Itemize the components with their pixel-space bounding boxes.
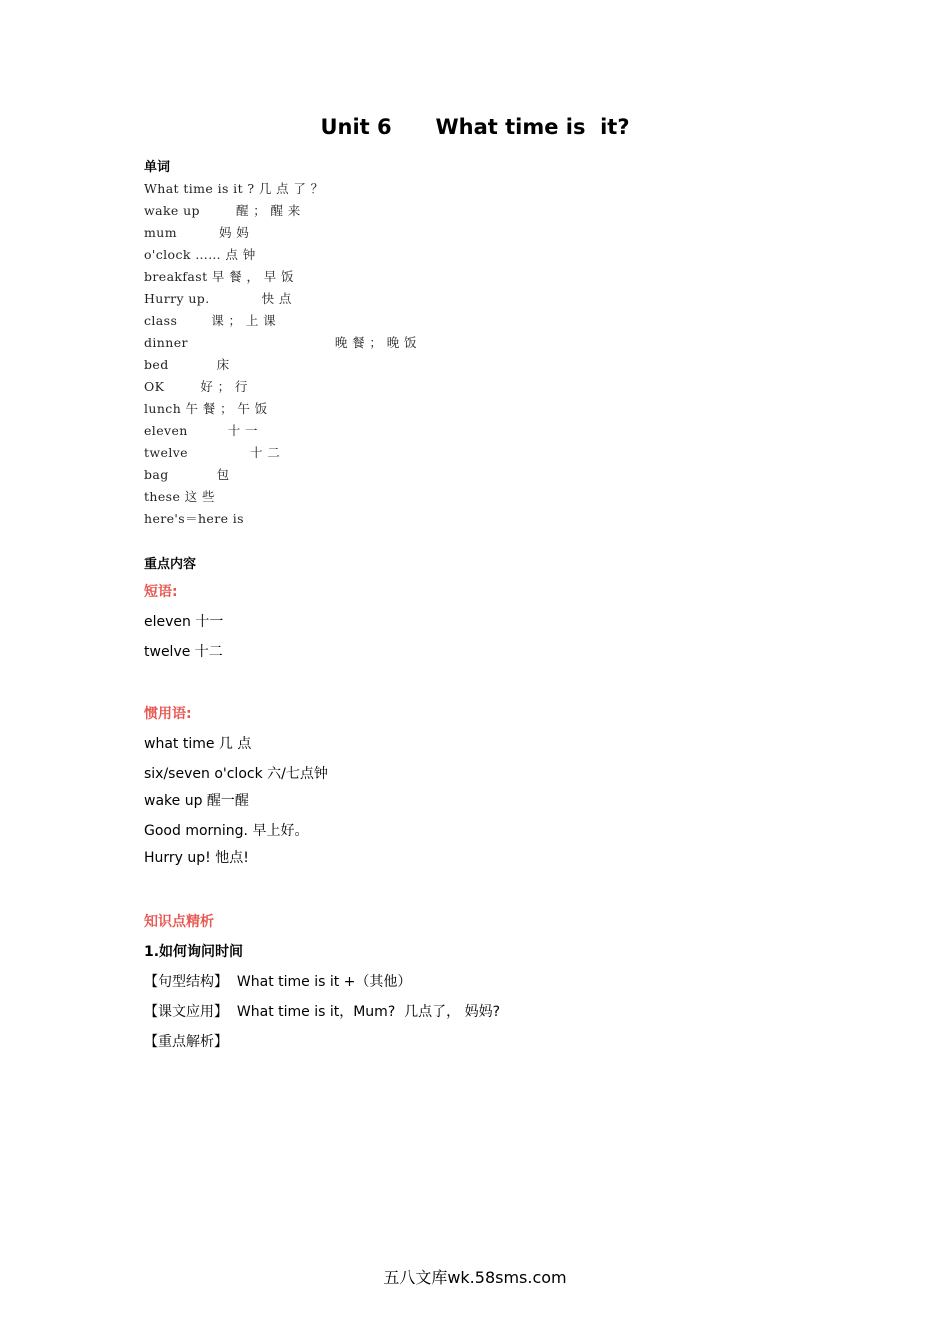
vocab-en: here's＝here is <box>144 511 244 526</box>
vocab-en: bed <box>144 357 169 372</box>
idiom-item: what time 几 点 <box>144 736 252 752</box>
idiom-item: six/seven o'clock 六/七点钟 <box>144 766 328 782</box>
vocab-item <box>144 355 230 373</box>
vocab-en: Hurry up. <box>144 291 210 306</box>
vocab-item <box>144 179 324 197</box>
vocab-zh: 好 ； 行 <box>200 379 248 394</box>
phrase-item: twelve 十二 <box>144 644 223 660</box>
footer-watermark: 五八文库wk.58sms.com <box>383 1268 567 1287</box>
vocab-en: lunch <box>144 401 182 416</box>
vocab-en: eleven <box>144 423 188 438</box>
vocab-heading: 单词 <box>144 160 171 175</box>
key-analysis-label: 【重点解析】 <box>144 1034 228 1050</box>
vocab-en: OK <box>144 379 165 394</box>
vocab-en: breakfast <box>144 269 208 284</box>
vocab-zh: 包 <box>216 467 230 482</box>
vocab-zh: 十 一 <box>227 423 258 438</box>
idiom-item: wake up 醒一醒 <box>144 793 249 809</box>
vocab-en: class <box>144 313 178 328</box>
vocab-zh: 晚 餐 ； 晚 饭 <box>334 335 417 350</box>
analysis-heading: 知识点精析 <box>144 914 214 930</box>
key-content-heading: 重点内容 <box>144 557 197 572</box>
structure-label: 【句型结构】 <box>144 974 228 990</box>
vocab-en: these <box>144 489 181 504</box>
vocab-en: dinner <box>144 335 188 350</box>
vocab-zh: 午 餐 ； 午 饭 <box>185 401 268 416</box>
vocab-zh: 这 些 <box>184 489 215 504</box>
vocab-item <box>144 311 276 329</box>
vocab-item <box>144 465 230 483</box>
structure-text: What time is it +（其他） <box>236 974 412 990</box>
vocab-item <box>144 421 258 439</box>
vocab-en: mum <box>144 225 177 240</box>
vocab-item <box>144 487 215 505</box>
vocab-item <box>144 509 244 527</box>
application-label: 【课文应用】 <box>144 1004 228 1020</box>
vocab-item <box>144 399 268 417</box>
page-title: Unit 6 What time is it? <box>320 115 630 139</box>
vocab-item <box>144 223 249 241</box>
vocab-zh: 点 钟 <box>225 247 256 262</box>
application-text: What time is it，Mum? 几点了， 妈妈? <box>236 1004 501 1020</box>
vocab-item <box>144 377 248 395</box>
text-application <box>144 1001 500 1021</box>
vocab-item <box>144 267 294 285</box>
phrases-heading: 短语: <box>144 584 178 600</box>
vocab-zh: 快 点 <box>261 291 292 306</box>
vocab-zh: 几 点 了 ？ <box>258 181 324 196</box>
phrase-item: eleven 十一 <box>144 614 224 630</box>
vocab-zh: 醒 ； 醒 来 <box>235 203 301 218</box>
vocab-en: What time is it ? <box>144 181 255 196</box>
vocab-en: wake up <box>144 203 200 218</box>
vocab-en: twelve <box>144 445 188 460</box>
idioms-heading: 惯用语: <box>144 706 192 722</box>
vocab-zh: 早 餐 ， 早 饭 <box>211 269 294 284</box>
idiom-item: Good morning. 早上好。 <box>144 823 309 839</box>
idiom-item: Hurry up! 忚点! <box>144 850 249 866</box>
vocab-zh: 十 二 <box>249 445 281 460</box>
vocab-zh: 课 ； 上 课 <box>211 313 277 328</box>
vocab-item <box>144 201 301 219</box>
vocab-item <box>144 333 417 351</box>
point-title: 1.如何询问时间 <box>144 944 244 960</box>
sentence-structure <box>144 971 411 991</box>
vocab-zh: 妈 妈 <box>218 225 250 240</box>
vocab-en: bag <box>144 467 169 482</box>
vocab-zh: 床 <box>216 357 230 372</box>
vocab-en: o'clock …… <box>144 247 222 262</box>
vocab-item <box>144 245 256 263</box>
vocab-item <box>144 289 292 307</box>
vocab-item <box>144 443 280 461</box>
